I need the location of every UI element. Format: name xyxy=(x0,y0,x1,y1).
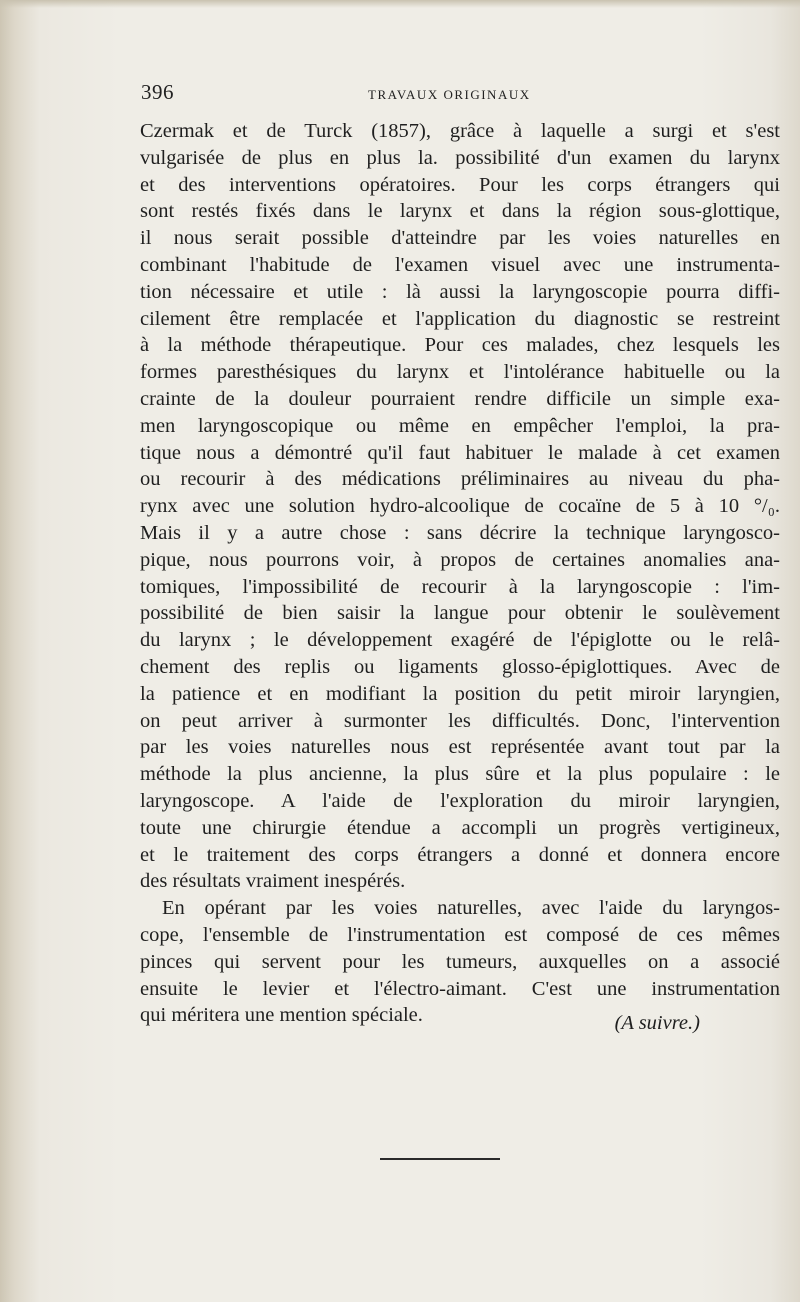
text-line: toute une chirurgie étendue a accompli un progrès vertigineux, xyxy=(140,816,780,839)
text-line: il nous serait possible d'atteindre par les voies naturelles en xyxy=(140,227,780,250)
text-line: méthode la plus ancienne, la plus sûre et la plus populaire : le xyxy=(140,763,780,786)
text-line: par les voies naturelles nous est représentée avant tout par la xyxy=(140,736,780,759)
text-line: Mais il y a autre chose : sans décrire la technique laryngosco- xyxy=(140,521,780,544)
section-rule xyxy=(380,1158,500,1160)
body-text xyxy=(140,118,780,1029)
text-line: pique, nous pourrons voir, à propos de certaines anomalies ana- xyxy=(140,548,780,571)
to-be-continued: (A suivre.) xyxy=(614,1012,700,1034)
text-line: chement des replis ou ligaments glosso-épiglottiques. Avec de xyxy=(140,655,780,678)
text-line: tique nous a démontré qu'il faut habituer le malade à cet examen xyxy=(140,441,780,464)
text-line: du larynx ; le développement exagéré de l'épiglotte ou le relâ- xyxy=(140,629,780,652)
page-top-shadow xyxy=(0,0,800,8)
text-line: formes paresthésiques du larynx et l'intolérance habituelle ou la xyxy=(140,361,780,384)
text-line: à la méthode thérapeutique. Pour ces malades, chez lesquels les xyxy=(140,334,780,357)
text-line: vulgarisée de plus en plus la. possibilité d'un examen du larynx xyxy=(140,146,780,169)
text-line: rynx avec une solution hydro-alcoolique de cocaïne de 5 à 10 °/₀. xyxy=(140,495,780,518)
text-line: combinant l'habitude de l'examen visuel avec une instrumenta- xyxy=(140,253,780,276)
text-line: des résultats vraiment inespérés. xyxy=(140,870,406,893)
running-head: TRAVAUX ORIGINAUX xyxy=(368,87,531,102)
text-line: ou recourir à des médications préliminaires au niveau du pha- xyxy=(140,468,780,491)
text-line: possibilité de bien saisir la langue pour obtenir le soulèvement xyxy=(140,602,780,625)
text-line: ensuite le levier et l'électro-aimant. C'est une instrumentation xyxy=(140,977,780,1000)
text-line: et le traitement des corps étrangers a donné et donnera encore xyxy=(140,843,780,866)
text-line: la patience et en modifiant la position du petit miroir laryngien, xyxy=(140,682,780,705)
text-line: crainte de la douleur pourraient rendre difficile un simple exa- xyxy=(140,387,780,410)
text-line: on peut arriver à surmonter les difficultés. Donc, l'intervention xyxy=(140,709,780,732)
text-line: En opérant par les voies naturelles, avec l'aide du laryngos- xyxy=(162,897,780,920)
text-line: tion nécessaire et utile : là aussi la laryngoscopie pourra diffi- xyxy=(140,280,780,303)
text-line: cilement être remplacée et l'application du diagnostic se restreint xyxy=(140,307,780,330)
text-line: Czermak et de Turck (1857), grâce à laquelle a surgi et s'est xyxy=(140,120,780,142)
text-line: laryngoscope. A l'aide de l'exploration du miroir laryngien, xyxy=(140,789,780,812)
page-number: 396 xyxy=(141,80,174,104)
text-line: pinces qui servent pour les tumeurs, auxquelles on a associé xyxy=(140,950,780,973)
text-line: men laryngoscopique ou même en empêcher l'emploi, la pra- xyxy=(140,414,780,437)
text-line: sont restés fixés dans le larynx et dans la région sous-glottique, xyxy=(140,200,780,223)
text-line: cope, l'ensemble de l'instrumentation est composé de ces mêmes xyxy=(140,923,780,946)
text-line: qui méritera une mention spéciale. xyxy=(140,1004,423,1027)
text-line: et des interventions opératoires. Pour les corps étrangers qui xyxy=(140,173,780,196)
text-line: tomiques, l'impossibilité de recourir à la laryngoscopie : l'im- xyxy=(140,575,780,598)
